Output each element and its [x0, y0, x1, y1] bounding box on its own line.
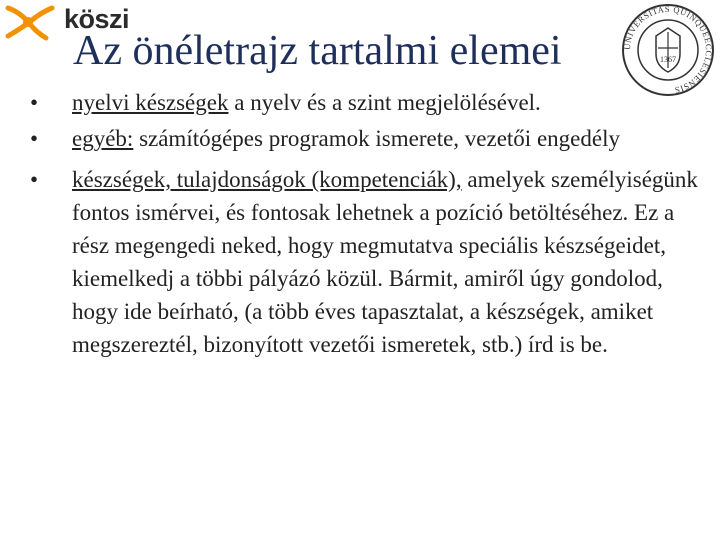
bullet-icon: •: [30, 126, 39, 151]
bullet-text: amelyek személyiségünk fontos ismérvei, és fontosak lehetnek a pozíció betöltéséhez. Ez a rész megengedi neked, hogy megmutatva speciális készségeidet, kiemelkedj a többi pályázó közül. Bármit, amiről úgy gondolod, hogy ide beírható, (a több éves tapasztalat, a készségek, amiket megszereztél, bizonyított vezetői ismeretek, stb.) írd is be.: [72, 167, 698, 357]
logo-mark-icon: [2, 2, 60, 42]
list-item: [30, 86, 700, 119]
list-item: [30, 163, 700, 361]
bullet-text: számítógépes programok ismerete, vezetői engedély: [133, 126, 620, 151]
bullet-term: egyéb:: [72, 126, 134, 151]
page-title: Az önéletrajz tartalmi elemei: [73, 28, 562, 74]
bullet-list: [30, 86, 700, 369]
bullet-text: a nyelv és a szint megjelölésével.: [228, 90, 541, 115]
list-item: [30, 122, 700, 155]
bullet-icon: •: [30, 90, 39, 115]
seal-year: 1367: [660, 55, 676, 64]
logo-text: köszi: [64, 4, 130, 34]
bullet-term: nyelvi készségek: [72, 90, 229, 115]
bullet-icon: •: [30, 167, 39, 192]
seal-ring-text: UNIVERSITAS QUINQUEECCLESIENSIS: [621, 3, 715, 96]
university-seal-icon: [620, 2, 716, 98]
bullet-term: készségek, tulajdonságok (kompetenciák),: [72, 167, 462, 192]
